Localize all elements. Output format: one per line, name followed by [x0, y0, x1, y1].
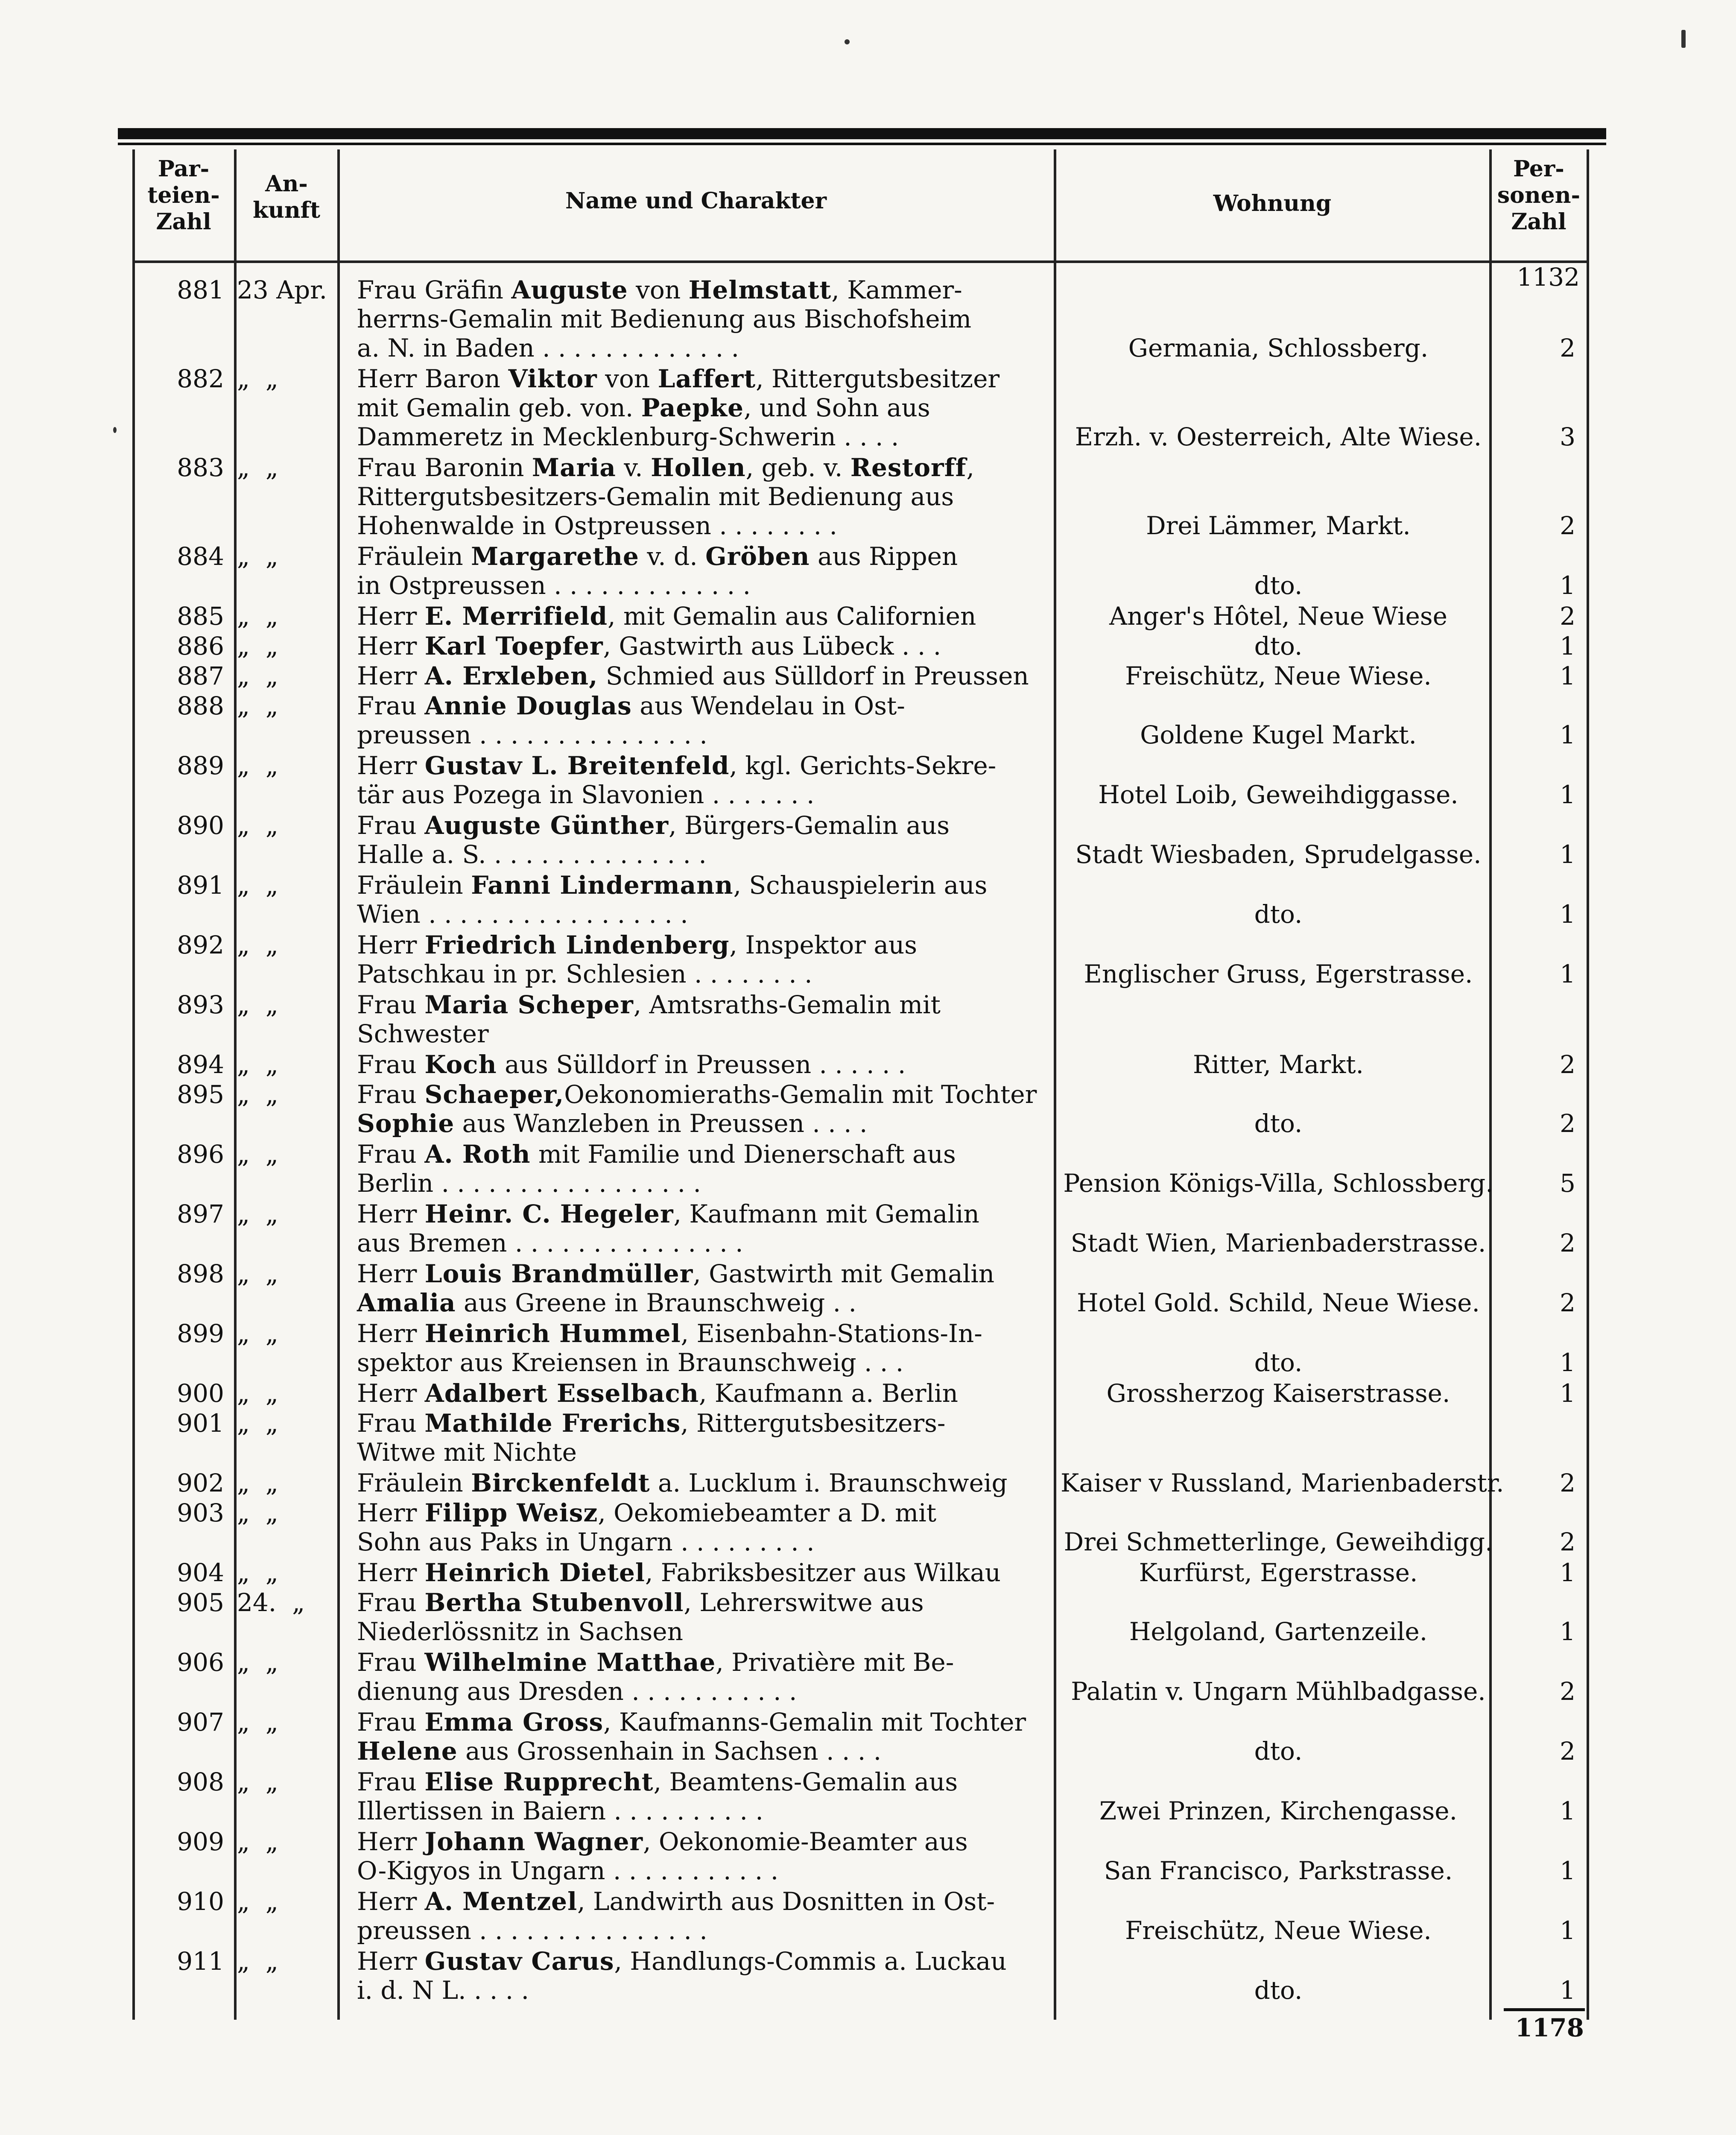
entry-text-line: Frau Wilhelmine Matthae, Privatière mit Be-: [357, 1648, 954, 1677]
final-total: 1178: [1515, 2013, 1584, 2042]
entry-arrival: „ „: [237, 1319, 278, 1348]
column-divider: [1587, 149, 1589, 2020]
entry-arrival: „ „: [237, 1050, 278, 1079]
entry-text-line: Wien . . . . . . . . . . . . . . . . .: [357, 900, 688, 929]
entry-name-and-character: [357, 871, 1040, 929]
entry-person-count: 1: [1560, 959, 1575, 989]
entry-arrival: „ „: [237, 1409, 278, 1438]
entry-arrival: „ „: [237, 930, 278, 959]
entry-text-line: Frau A. Roth mit Familie und Dienerschaft aus: [357, 1140, 956, 1169]
total-rule: [1504, 2008, 1585, 2011]
entry-person-count: 1: [1560, 1617, 1575, 1646]
entry-arrival: „ „: [237, 1947, 278, 1976]
entry-number: 903: [177, 1498, 224, 1527]
entry-residence: San Francisco, Parkstrasse.: [1104, 1856, 1453, 1885]
entry-text-line: preussen . . . . . . . . . . . . . . .: [357, 720, 707, 749]
entry-arrival: 23 Apr.: [237, 275, 327, 304]
header-name-und-charakter: Name und Charakter: [565, 188, 827, 214]
entry-name-and-character: [357, 275, 1040, 363]
entry-number: 882: [177, 364, 224, 393]
entry-person-count: 1: [1560, 1348, 1575, 1377]
entry-residence: Anger's Hôtel, Neue Wiese: [1109, 602, 1447, 631]
entry-text-line: Herr Heinrich Dietel, Fabriksbesitzer aus Wilkau: [357, 1558, 1001, 1587]
entry-arrival: „ „: [237, 542, 278, 571]
header-parteien-zahl: Par- teien- Zahl: [147, 156, 220, 235]
entry-arrival: „ „: [237, 1558, 278, 1587]
entry-number: 881: [177, 275, 224, 304]
print-speck: [845, 39, 850, 44]
entry-person-count: 1: [1560, 632, 1575, 661]
entry-text-line: Frau Annie Douglas aus Wendelau in Ost-: [357, 691, 905, 720]
entry-number: 905: [177, 1588, 224, 1617]
entry-residence: Hotel Gold. Schild, Neue Wiese.: [1077, 1288, 1480, 1317]
entry-name-and-character: [357, 1468, 1040, 1497]
entry-text-line: mit Gemalin geb. von. Paepke, und Sohn aus: [357, 393, 930, 422]
entry-name-and-character: [357, 1708, 1040, 1766]
entry-text-line: Frau Baronin Maria v. Hollen, geb. v. Restorff,: [357, 453, 974, 482]
entry-text-line: Frau Elise Rupprecht, Beamtens-Gemalin aus: [357, 1767, 958, 1796]
entry-person-count: 2: [1560, 1050, 1575, 1079]
entry-name-and-character: [357, 1767, 1040, 1825]
entry-number: 906: [177, 1648, 224, 1677]
print-speck: [1681, 30, 1686, 48]
entry-residence: dto.: [1254, 571, 1303, 600]
entry-person-count: 2: [1560, 333, 1575, 363]
entry-number: 897: [177, 1199, 224, 1228]
entry-number: 901: [177, 1409, 224, 1438]
column-divider: [132, 149, 135, 2020]
entry-text-line: Herr Heinr. C. Hegeler, Kaufmann mit Gemalin: [357, 1199, 979, 1228]
entry-text-line: Schwester: [357, 1019, 489, 1048]
entry-number: 907: [177, 1708, 224, 1737]
entry-arrival: „ „: [237, 1468, 278, 1497]
entry-text-line: aus Bremen . . . . . . . . . . . . . . .: [357, 1228, 743, 1258]
entry-arrival: „ „: [237, 1708, 278, 1737]
entry-number: 899: [177, 1319, 224, 1348]
entry-text-line: Frau Bertha Stubenvoll, Lehrerswitwe aus: [357, 1588, 924, 1617]
entry-name-and-character: [357, 751, 1040, 809]
entry-name-and-character: [357, 661, 1040, 690]
entry-name-and-character: [357, 1887, 1040, 1945]
entry-person-count: 3: [1560, 422, 1575, 451]
entry-person-count: 2: [1560, 1109, 1575, 1138]
entry-text-line: Patschkau in pr. Schlesien . . . . . . . .: [357, 959, 812, 989]
entry-name-and-character: [357, 1648, 1040, 1706]
entry-name-and-character: [357, 1050, 1040, 1079]
entry-number: 884: [177, 542, 224, 571]
entry-text-line: Amalia aus Greene in Braunschweig . .: [357, 1288, 856, 1317]
header-personen-zahl: Per- sonen- Zahl: [1497, 156, 1581, 235]
entry-name-and-character: [357, 691, 1040, 749]
entry-residence: Hotel Loib, Geweihdiggasse.: [1098, 780, 1458, 809]
entry-name-and-character: [357, 990, 1040, 1048]
entry-number: 892: [177, 930, 224, 959]
entry-person-count: 1: [1560, 1558, 1575, 1587]
header-ankunft: An- kunft: [252, 171, 321, 223]
entry-name-and-character: [357, 453, 1040, 540]
print-speck: [113, 427, 117, 433]
entry-arrival: „ „: [237, 811, 278, 840]
entry-text-line: Herr Adalbert Esselbach, Kaufmann a. Berlin: [357, 1379, 958, 1408]
entry-text-line: Sophie aus Wanzleben in Preussen . . . .: [357, 1109, 868, 1138]
entry-residence: dto.: [1254, 1976, 1303, 2005]
entry-name-and-character: [357, 364, 1040, 451]
entry-text-line: Herr Johann Wagner, Oekonomie-Beamter aus: [357, 1827, 968, 1856]
entry-text-line: Niederlössnitz in Sachsen: [357, 1617, 683, 1646]
entry-text-line: Herr Karl Toepfer, Gastwirth aus Lübeck . . .: [357, 632, 941, 661]
entry-person-count: 1: [1560, 900, 1575, 929]
entry-number: 888: [177, 691, 224, 720]
entry-text-line: i. d. N L. . . . .: [357, 1976, 529, 2005]
entry-text-line: Herr Gustav Carus, Handlungs-Commis a. Luckau: [357, 1947, 1007, 1976]
entry-text-line: Herr Heinrich Hummel, Eisenbahn-Stations-In-: [357, 1319, 982, 1348]
entry-arrival: „ „: [237, 990, 278, 1019]
column-divider: [337, 149, 340, 2020]
entry-name-and-character: [357, 1140, 1040, 1198]
entry-person-count: 1: [1560, 840, 1575, 869]
entry-name-and-character: [357, 1498, 1040, 1556]
entry-text-line: Sohn aus Paks in Ungarn . . . . . . . . .: [357, 1527, 815, 1556]
entry-arrival: „ „: [237, 1140, 278, 1169]
entry-arrival: „ „: [237, 1767, 278, 1796]
entry-text-line: Herr Baron Viktor von Laffert, Rittergutsbesitzer: [357, 364, 1000, 393]
entry-name-and-character: [357, 1080, 1040, 1138]
entry-residence: Germania, Schlossberg.: [1128, 333, 1429, 363]
entry-residence: Drei Lämmer, Markt.: [1146, 511, 1411, 540]
entry-person-count: 1: [1560, 780, 1575, 809]
entry-person-count: 2: [1560, 602, 1575, 631]
entry-person-count: 2: [1560, 1527, 1575, 1556]
entry-text-line: Frau Schaeper,Oekonomieraths-Gemalin mit Tochter: [357, 1080, 1037, 1109]
entry-number: 900: [177, 1379, 224, 1408]
entry-text-line: in Ostpreussen . . . . . . . . . . . . .: [357, 571, 751, 600]
entry-residence: dto.: [1254, 1109, 1303, 1138]
entry-residence: Kurfürst, Egerstrasse.: [1139, 1558, 1418, 1587]
entry-person-count: 1: [1560, 661, 1575, 690]
entry-residence: Kaiser v Russland, Marienbaderstr.: [1061, 1468, 1504, 1497]
entry-residence: Stadt Wiesbaden, Sprudelgasse.: [1075, 840, 1482, 869]
entry-name-and-character: [357, 1409, 1040, 1467]
entry-residence: Ritter, Markt.: [1193, 1050, 1364, 1079]
entry-person-count: 1: [1560, 1916, 1575, 1945]
header-rule: [132, 260, 1588, 263]
entry-residence: Zwei Prinzen, Kirchengasse.: [1099, 1796, 1458, 1825]
entry-person-count: 1: [1560, 1379, 1575, 1408]
entry-arrival: „ „: [237, 661, 278, 690]
entry-residence: Grossherzog Kaiserstrasse.: [1106, 1379, 1450, 1408]
entry-residence: Stadt Wien, Marienbaderstrasse.: [1070, 1228, 1486, 1258]
entry-text-line: a. N. in Baden . . . . . . . . . . . . .: [357, 333, 739, 363]
entry-arrival: „ „: [237, 871, 278, 900]
entry-text-line: Frau Auguste Günther, Bürgers-Gemalin aus: [357, 811, 950, 840]
entry-arrival: „ „: [237, 632, 278, 661]
entry-residence: Englischer Gruss, Egerstrasse.: [1084, 959, 1473, 989]
entry-number: 909: [177, 1827, 224, 1856]
entry-person-count: 2: [1560, 1228, 1575, 1258]
entry-number: 883: [177, 453, 224, 482]
entry-arrival: „ „: [237, 1648, 278, 1677]
entry-number: 911: [177, 1947, 224, 1976]
entry-arrival: 24. „: [237, 1588, 305, 1617]
entry-name-and-character: [357, 930, 1040, 989]
entry-number: 902: [177, 1468, 224, 1497]
entry-number: 894: [177, 1050, 224, 1079]
entry-person-count: 2: [1560, 1677, 1575, 1706]
entry-name-and-character: [357, 1319, 1040, 1377]
entry-number: 910: [177, 1887, 224, 1916]
entry-residence: Freischütz, Neue Wiese.: [1125, 661, 1432, 690]
entry-text-line: Frau Koch aus Sülldorf in Preussen . . . . . .: [357, 1050, 906, 1079]
entry-name-and-character: [357, 811, 1040, 869]
entry-text-line: Dammeretz in Mecklenburg-Schwerin . . . .: [357, 422, 899, 451]
entry-person-count: 1: [1560, 571, 1575, 600]
entry-number: 890: [177, 811, 224, 840]
entry-text-line: preussen . . . . . . . . . . . . . . .: [357, 1916, 707, 1945]
entry-person-count: 1: [1560, 1796, 1575, 1825]
top-thick-rule: [118, 128, 1606, 139]
entry-number: 886: [177, 632, 224, 661]
entry-residence: Goldene Kugel Markt.: [1140, 720, 1417, 749]
entry-arrival: „ „: [237, 1498, 278, 1527]
entry-person-count: 2: [1560, 1288, 1575, 1317]
entry-text-line: spektor aus Kreiensen in Braunschweig . . .: [357, 1348, 904, 1377]
entry-arrival: „ „: [237, 602, 278, 631]
entry-residence: Pension Königs-Villa, Schlossberg.: [1063, 1169, 1493, 1198]
entry-residence: Erzh. v. Oesterreich, Alte Wiese.: [1075, 422, 1482, 451]
entry-text-line: dienung aus Dresden . . . . . . . . . . .: [357, 1677, 797, 1706]
entry-text-line: Frau Gräfin Auguste von Helmstatt, Kammer-: [357, 275, 962, 304]
entry-name-and-character: [357, 1558, 1040, 1587]
entry-number: 891: [177, 871, 224, 900]
entry-text-line: herrns-Gemalin mit Bedienung aus Bischofsheim: [357, 304, 972, 333]
entry-arrival: „ „: [237, 364, 278, 393]
entry-name-and-character: [357, 542, 1040, 600]
entry-residence: Drei Schmetterlinge, Geweihdigg.: [1064, 1527, 1493, 1556]
entry-name-and-character: [357, 1947, 1040, 2005]
entry-number: 895: [177, 1080, 224, 1109]
entry-person-count: 5: [1560, 1169, 1575, 1198]
entry-residence: dto.: [1254, 632, 1303, 661]
column-divider: [234, 149, 237, 2020]
entry-residence: dto.: [1254, 1348, 1303, 1377]
entry-number: 889: [177, 751, 224, 780]
entry-arrival: „ „: [237, 1887, 278, 1916]
entry-number: 893: [177, 990, 224, 1019]
column-divider: [1054, 149, 1056, 2020]
entry-text-line: O-Kigyos in Ungarn . . . . . . . . . . .: [357, 1856, 779, 1885]
entry-residence: dto.: [1254, 1737, 1303, 1766]
entry-person-count: 2: [1560, 511, 1575, 540]
entry-number: 896: [177, 1140, 224, 1169]
entry-arrival: „ „: [237, 751, 278, 780]
entry-person-count: 1: [1560, 1976, 1575, 2005]
entry-text-line: tär aus Pozega in Slavonien . . . . . . .: [357, 780, 815, 809]
entry-text-line: Halle a. S. . . . . . . . . . . . . . .: [357, 840, 707, 869]
entry-person-count: 2: [1560, 1737, 1575, 1766]
carried-total: 1132: [1517, 263, 1580, 292]
entry-text-line: Fräulein Margarethe v. d. Gröben aus Rippen: [357, 542, 958, 571]
entry-name-and-character: [357, 1199, 1040, 1258]
entry-text-line: Hohenwalde in Ostpreussen . . . . . . . .: [357, 511, 837, 540]
entry-residence: Freischütz, Neue Wiese.: [1125, 1916, 1432, 1945]
entry-text-line: Helene aus Grossenhain in Sachsen . . . .: [357, 1737, 882, 1766]
entry-residence: Palatin v. Ungarn Mühlbadgasse.: [1071, 1677, 1486, 1706]
header-wohnung: Wohnung: [1213, 190, 1332, 216]
entry-residence: dto.: [1254, 900, 1303, 929]
entry-name-and-character: [357, 632, 1040, 661]
entry-number: 887: [177, 661, 224, 690]
entry-text-line: Fräulein Fanni Lindermann, Schauspielerin aus: [357, 871, 988, 900]
entry-name-and-character: [357, 1588, 1040, 1646]
entry-arrival: „ „: [237, 1827, 278, 1856]
entry-text-line: Herr A. Mentzel, Landwirth aus Dosnitten in Ost-: [357, 1887, 995, 1916]
entry-text-line: Frau Emma Gross, Kaufmanns-Gemalin mit Tochter: [357, 1708, 1026, 1737]
entry-person-count: 1: [1560, 1856, 1575, 1885]
entry-text-line: Rittergutsbesitzers-Gemalin mit Bedienung aus: [357, 482, 954, 511]
entry-text-line: Herr Friedrich Lindenberg, Inspektor aus: [357, 930, 918, 959]
entry-text-line: Fräulein Birckenfeldt a. Lucklum i. Braunschweig: [357, 1468, 1008, 1497]
entry-number: 904: [177, 1558, 224, 1587]
entry-text-line: Herr Gustav L. Breitenfeld, kgl. Gerichts-Sekre-: [357, 751, 997, 780]
entry-number: 898: [177, 1259, 224, 1288]
entry-name-and-character: [357, 1379, 1040, 1408]
entry-text-line: Frau Maria Scheper, Amtsraths-Gemalin mit: [357, 990, 941, 1019]
entry-arrival: „ „: [237, 1199, 278, 1228]
top-thin-rule: [118, 143, 1606, 145]
entry-arrival: „ „: [237, 1379, 278, 1408]
entry-text-line: Herr A. Erxleben, Schmied aus Sülldorf in Preussen: [357, 661, 1029, 690]
entry-text-line: Berlin . . . . . . . . . . . . . . . . .: [357, 1169, 701, 1198]
entry-arrival: „ „: [237, 453, 278, 482]
entry-name-and-character: [357, 602, 1040, 631]
entry-text-line: Frau Mathilde Frerichs, Rittergutsbesitzers-: [357, 1409, 946, 1438]
entry-text-line: Herr Filipp Weisz, Oekomiebeamter a D. mit: [357, 1498, 936, 1527]
entry-number: 885: [177, 602, 224, 631]
entry-person-count: 2: [1560, 1468, 1575, 1497]
entry-arrival: „ „: [237, 1080, 278, 1109]
entry-person-count: 1: [1560, 720, 1575, 749]
entry-text-line: Illertissen in Baiern . . . . . . . . . .: [357, 1796, 763, 1825]
entry-text-line: Herr E. Merrifield, mit Gemalin aus Californien: [357, 602, 976, 631]
entry-text-line: Herr Louis Brandmüller, Gastwirth mit Gemalin: [357, 1259, 995, 1288]
entry-number: 908: [177, 1767, 224, 1796]
entry-arrival: „ „: [237, 691, 278, 720]
entry-name-and-character: [357, 1259, 1040, 1317]
entry-text-line: Witwe mit Nichte: [357, 1438, 577, 1467]
entry-name-and-character: [357, 1827, 1040, 1885]
entry-residence: Helgoland, Gartenzeile.: [1129, 1617, 1428, 1646]
entry-arrival: „ „: [237, 1259, 278, 1288]
